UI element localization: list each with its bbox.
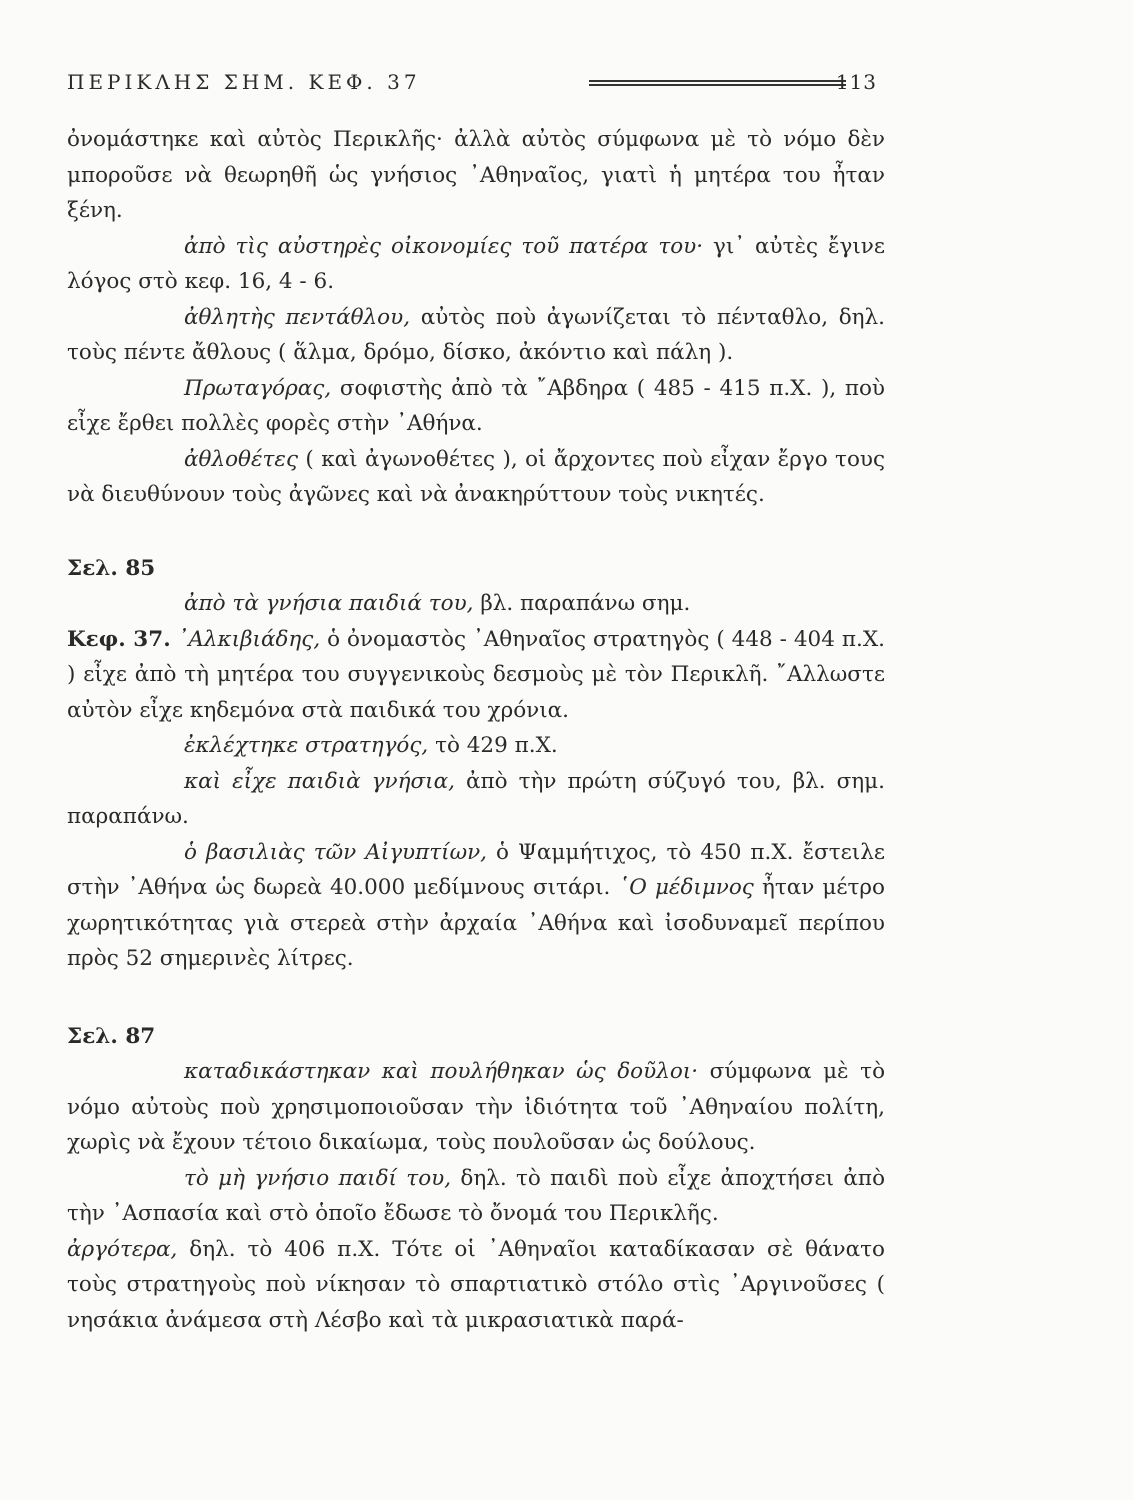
- body-text: [67, 122, 885, 1338]
- section-heading: Σελ. 87: [67, 1023, 156, 1049]
- note-paragraph: ἀπὸ τὶς αὐστηρὲς οἰκονομίες τοῦ πατέρα του· γι᾿ αὐτὲς ἔγινε λόγος στὸ κεφ. 16, 4 - 6.: [67, 233, 885, 294]
- note-paragraph: ἐκλέχτηκε στρατηγός, τὸ 429 π.Χ.: [184, 733, 558, 758]
- chapter-note: Κεφ. 37. ᾿Αλκιβιάδης, ὁ ὀνομαστὸς ᾿Αθηναῖος στρατηγὸς ( 448 - 404 π.Χ. ) εἶχε ἀπὸ τὴ μητέρα του συγγενικοὺς δεσμοὺς μὲ τὸν Περικλῆ. ῎Αλλωστε αὐτὸν εἶχε κηδεμόνα στὰ παιδικά του χρόνια.: [67, 626, 885, 723]
- note-paragraph: ἀθλοθέτες ( καὶ ἀγωνοθέτες ), οἱ ἄρχοντες ποὺ εἶχαν ἔργο τους νὰ διευθύνουν τοὺς ἀγῶνες καὶ νὰ ἀνακηρύττουν τοὺς νικητές.: [67, 446, 885, 507]
- note-paragraph: Πρωταγόρας, σοφιστὴς ἀπὸ τὰ ῎Αβδηρα ( 485 - 415 π.Χ. ), ποὺ εἶχε ἔρθει πολλὲς φορὲς στὴν ᾿Αθήνα.: [67, 375, 885, 436]
- header-double-rule: [589, 80, 846, 86]
- note-paragraph: καὶ εἶχε παιδιὰ γνήσια, ἀπὸ τὴν πρώτη σύζυγό του, βλ. σημ. παραπάνω.: [67, 768, 885, 829]
- note-paragraph: τὸ μὴ γνήσιο παιδί του, δηλ. τὸ παιδὶ ποὺ εἶχε ἀποχτήσει ἀπὸ τὴν ᾿Ασπασία καὶ στὸ ὁποῖο ἔδωσε τὸ ὄνομά του Περικλῆς.: [67, 1165, 886, 1226]
- note-term: ῾Ο μέδιμνος: [618, 875, 754, 900]
- note-term: ἀπὸ τὰ γνήσια παιδιά του,: [184, 591, 474, 616]
- spacer: [67, 977, 885, 1005]
- note-paragraph: ἀθλητὴς πεντάθλου, αὐτὸς ποὺ ἀγωνίζεται τὸ πένταθλο, δηλ. τοὺς πέντε ἄθλους ( ἅλμα, δρόμο, δίσκο, ἀκόντιο καὶ πάλη ).: [67, 304, 885, 365]
- note-term: Πρωταγόρας,: [184, 375, 332, 401]
- note-term: καὶ εἶχε παιδιὰ γνήσια,: [184, 768, 455, 794]
- section-heading: Σελ. 85: [67, 555, 156, 581]
- note-term: καταδικάστηκαν καὶ πουλήθηκαν ὡς δοῦλοι·: [184, 1059, 699, 1084]
- paragraph: ὀνομάστηκε καὶ αὐτὸς Περικλῆς· ἀλλὰ αὐτὸς σύμφωνα μὲ τὸ νόμο δὲν μποροῦσε νὰ θεωρηθῆ ὡς γνήσιος ᾿Αθηναῖος, γιατὶ ἡ μητέρα του ἦταν ξένη.: [67, 127, 885, 223]
- note-term: ἀθλοθέτες: [184, 446, 298, 472]
- note-term: ὁ βασιλιὰς τῶν Αἰγυπτίων,: [184, 839, 488, 865]
- note-term: ἀπὸ τὶς αὐστηρὲς οἰκονομίες τοῦ πατέρα του·: [184, 233, 704, 259]
- spacer: [67, 513, 885, 537]
- note-paragraph: ἀργότερα, δηλ. τὸ 406 π.Χ. Τότε οἱ ᾿Αθηναῖοι καταδίκασαν σὲ θάνατο τοὺς στρατηγοὺς ποὺ νίκησαν τὸ σπαρτιατικὸ στόλο στὶς ᾿Αργινοῦσες ( νησάκια ἀνάμεσα στὴ Λέσβο καὶ τὰ μικρασιατικὰ παρά-: [67, 1236, 885, 1333]
- note-term: ἐκλέχτηκε στρατηγός,: [184, 733, 429, 758]
- note-term: ἀθλητὴς πεντάθλου,: [184, 304, 411, 330]
- note-paragraph: ὁ βασιλιὰς τῶν Αἰγυπτίων, ὁ Ψαμμήτιχος, τὸ 450 π.Χ. ἔστειλε στὴν ᾿Αθήνα ὡς δωρεὰ 40.000 μεδίμνους σιτάρι. ῾Ο μέδιμνος ἦταν μέτρο χωρητικότητας γιὰ στερεὰ στὴν ἀρχαία ᾿Αθήνα καὶ ἰσοδυναμεῖ περίπου πρὸς 52 σημερινὲς λίτρες.: [67, 839, 886, 971]
- note-term: τὸ μὴ γνήσιο παιδί του,: [184, 1165, 452, 1191]
- note-term: ἀργότερα,: [67, 1236, 178, 1262]
- running-head: [67, 66, 877, 96]
- page-number: 113: [835, 70, 877, 94]
- running-title: ΠΕΡΙΚΛΗΣ ΣΗΜ. ΚΕΦ. 37: [67, 70, 421, 94]
- note-paragraph: καταδικάστηκαν καὶ πουλήθηκαν ὡς δοῦλοι· σύμφωνα μὲ τὸ νόμο αὐτοὺς ποὺ χρησιμοποιοῦσαν τὴν ἰδιότητα τοῦ ᾿Αθηναίου πολίτη, χωρὶς νὰ ἔχουν τέτοιο δικαίωμα, τοὺς πουλοῦσαν ὡς δούλους.: [67, 1059, 886, 1155]
- note-term: ᾿Αλκιβιάδης,: [177, 626, 321, 652]
- chapter-label: Κεφ. 37.: [67, 626, 171, 652]
- note-paragraph: ἀπὸ τὰ γνήσια παιδιά του, βλ. παραπάνω σημ.: [184, 591, 691, 616]
